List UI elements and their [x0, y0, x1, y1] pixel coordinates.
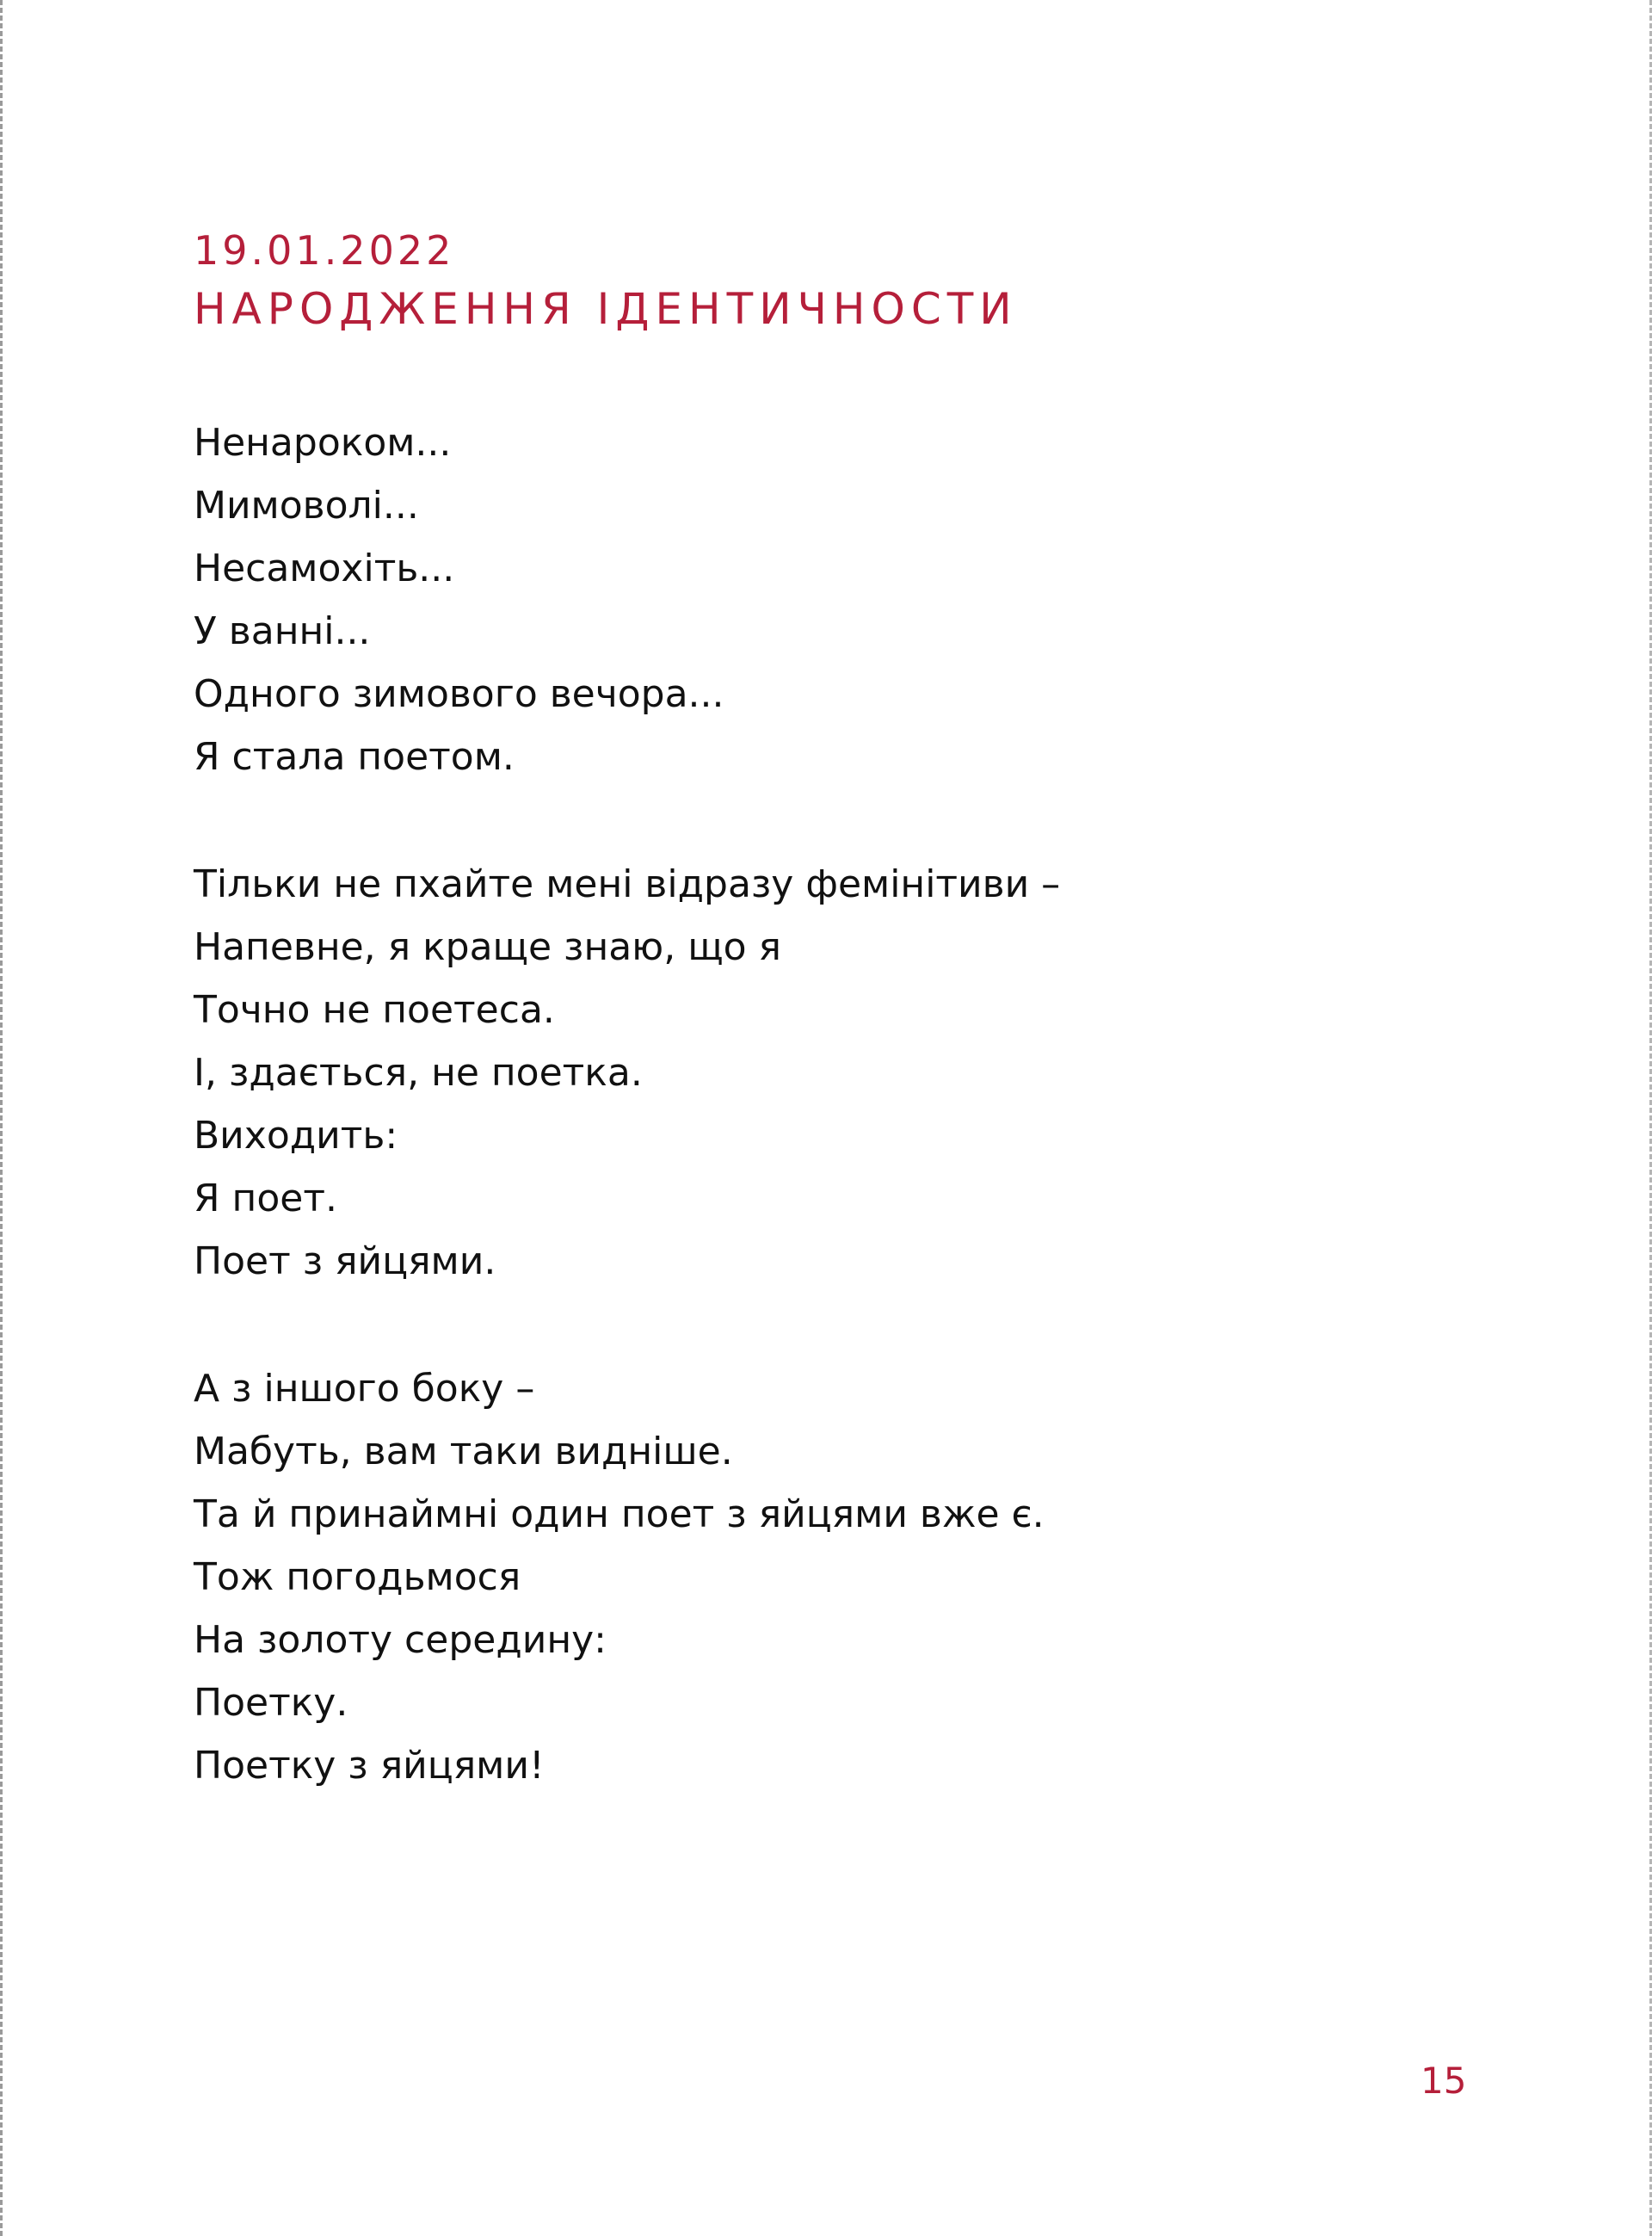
poem-line: Я поет.	[194, 1177, 337, 1220]
stanza-3	[194, 1357, 1060, 1797]
page-number: 15	[1421, 2060, 1467, 2102]
poem-line: Одного зимового вечора...	[194, 672, 724, 716]
poem-line: Точно не поетеса.	[194, 988, 555, 1032]
poem-line: Поетку.	[194, 1681, 348, 1725]
poem-line: Поетку з яйцями!	[194, 1744, 545, 1788]
poem-line: Несамохіть...	[194, 547, 455, 590]
stanza-2	[194, 853, 1060, 1293]
poem-header	[194, 222, 1018, 339]
poem-line: А з іншого боку –	[194, 1367, 535, 1411]
poem-line: Та й принаймні один поет з яйцями вже є.	[194, 1492, 1045, 1536]
poem-line: У ванні...	[194, 609, 371, 653]
poem-line: Напевне, я краще знаю, що я	[194, 925, 782, 969]
stanza-1	[194, 411, 1060, 788]
poem-line: Я стала поетом.	[194, 735, 515, 779]
poem-title: НАРОДЖЕННЯ ІДЕНТИЧНОСТИ	[194, 284, 1018, 334]
poem-line: Ненароком...	[194, 421, 452, 465]
poem-line: Мабуть, вам таки видніше.	[194, 1430, 733, 1473]
poem-date: 19.01.2022	[194, 227, 455, 274]
poem-body	[194, 411, 1060, 1862]
poem-line: На золоту середину:	[194, 1618, 607, 1662]
poem-line: Мимоволі...	[194, 484, 419, 528]
poem-line: І, здається, не поетка.	[194, 1051, 643, 1095]
poem-line: Тільки не пхайте мені відразу фемінітиви –	[194, 862, 1061, 906]
poem-line: Виходить:	[194, 1114, 398, 1158]
poem-line: Тож погодьмося	[194, 1555, 521, 1599]
poem-line: Поет з яйцями.	[194, 1239, 496, 1283]
